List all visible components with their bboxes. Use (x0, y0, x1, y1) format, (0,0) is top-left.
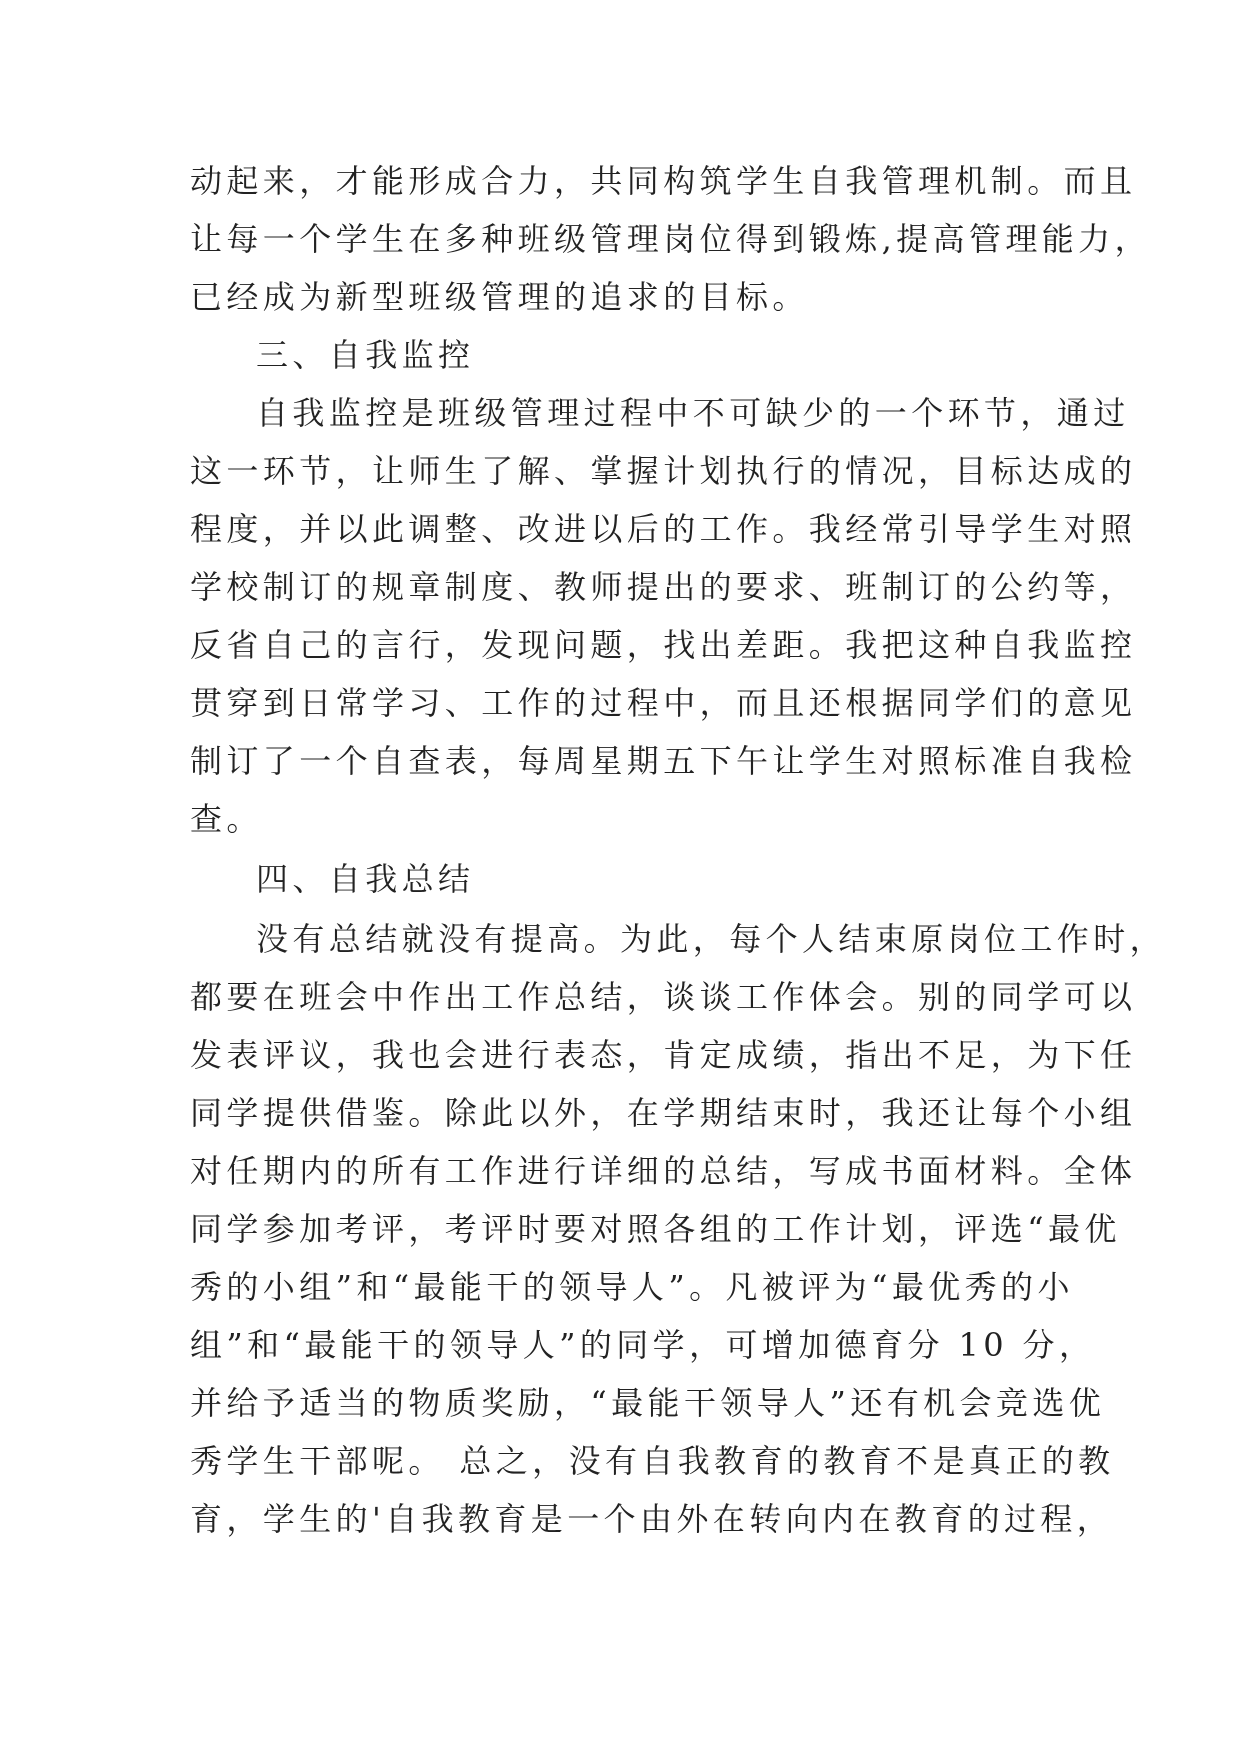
body-line: 程度，并以此调整、改进以后的工作。我经常引导学生对照 (190, 510, 1137, 548)
body-line: 贯穿到日常学习、工作的过程中，而且还根据同学们的意见 (190, 684, 1137, 722)
body-line: 反省自己的言行，发现问题，找出差距。我把这种自我监控 (190, 626, 1137, 664)
body-line: 对任期内的所有工作进行详细的总结，写成书面材料。全体 (190, 1152, 1137, 1190)
body-line: 育，学生的'自我教育是一个由外在转向内在教育的过程， (190, 1500, 1114, 1538)
body-line: 动起来，才能形成合力，共同构筑学生自我管理机制。而且 (190, 162, 1137, 200)
body-line: 没有总结就没有提高。为此，每个人结束原岗位工作时， (256, 920, 1167, 958)
body-line: 并给予适当的物质奖励，“最能干领导人”还有机会竞选优 (190, 1384, 1106, 1422)
body-line: 制订了一个自查表，每周星期五下午让学生对照标准自我检 (190, 742, 1137, 780)
body-line: 秀学生干部呢。 总之，没有自我教育的教育不是真正的教 (190, 1442, 1115, 1480)
body-line: 组”和“最能干的领导人”的同学，可增加德育分 10 分， (190, 1326, 1096, 1364)
body-line: 秀的小组”和“最能干的领导人”。凡被评为“最优秀的小 (190, 1268, 1074, 1306)
body-line: 发表评议，我也会进行表态，肯定成绩，指出不足，为下任 (190, 1036, 1137, 1074)
body-line: 这一环节，让师生了解、掌握计划执行的情况，目标达成的 (190, 452, 1137, 490)
body-line: 查。 (190, 800, 263, 838)
body-line: 学校制订的规章制度、教师提出的要求、班制订的公约等， (190, 568, 1137, 606)
body-line: 同学提供借鉴。除此以外，在学期结束时，我还让每个小组 (190, 1094, 1137, 1132)
body-line: 同学参加考评，考评时要对照各组的工作计划，评选“最优 (190, 1210, 1121, 1248)
body-line: 让每一个学生在多种班级管理岗位得到锻炼,提高管理能力， (190, 220, 1151, 258)
body-line: 已经成为新型班级管理的追求的目标。 (190, 278, 809, 316)
body-line: 自我监控是班级管理过程中不可缺少的一个环节，通过 (256, 394, 1130, 432)
section-heading: 四、自我总结 (256, 860, 475, 898)
section-heading: 三、自我监控 (256, 336, 475, 374)
body-line: 都要在班会中作出工作总结，谈谈工作体会。别的同学可以 (190, 978, 1137, 1016)
